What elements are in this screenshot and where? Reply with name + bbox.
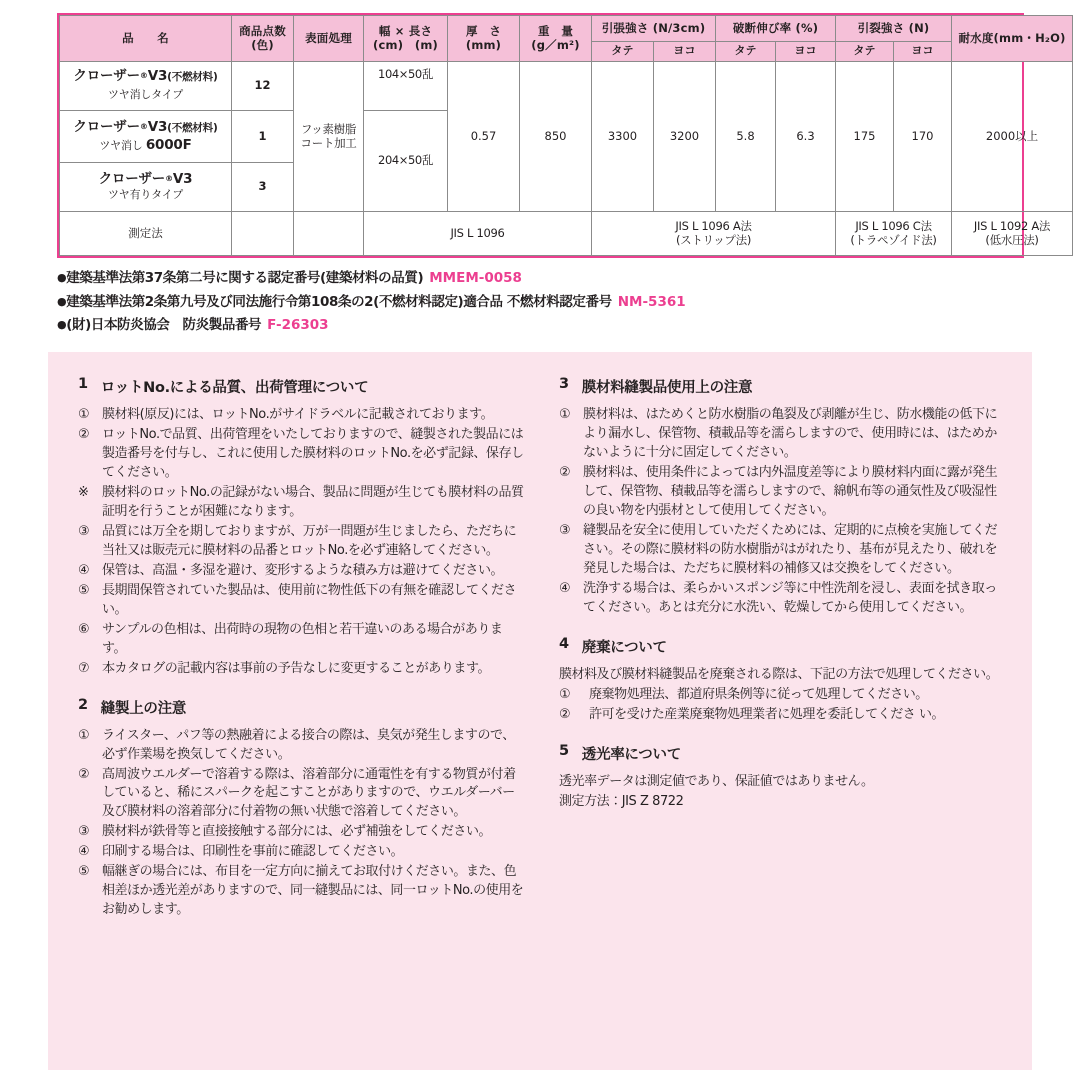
list-item — [78, 426, 525, 483]
certification-item-1 — [57, 272, 1037, 286]
elongation-yoko-cell: 6.3 — [776, 62, 836, 212]
item-marker: ⑤ — [78, 582, 90, 598]
certification-code-2: NM-5361 — [617, 293, 686, 310]
size-line1: 幅 × 長さ — [378, 24, 433, 39]
col-header-item-count — [232, 16, 294, 62]
product-paren-1: (不燃材料) — [167, 71, 218, 84]
thickness-line1: 厚 さ — [465, 24, 502, 39]
surface-line1: フッ素樹脂 — [300, 122, 357, 137]
product-model-2: V3 — [147, 118, 168, 135]
surface-treatment-cell — [294, 62, 364, 212]
item-marker: ② — [78, 426, 90, 442]
certification-item-3 — [57, 319, 1037, 333]
measurement-jis-water-cell — [952, 212, 1073, 256]
tear-tate-cell: 175 — [836, 62, 894, 212]
notes-section-heading-1 — [78, 376, 525, 397]
weight-cell: 850 — [520, 62, 592, 212]
weight-line2: (g／m²) — [531, 37, 580, 52]
certification-text-2: 建築基準法第2条第九号及び同法施行令第108条の2(不燃材料認定)適合品 不燃材料認定番号 — [66, 293, 612, 310]
item-text: 縫製品を安全に使用していただくためには、定期的に点検を実施してください。その際に膜材料の防水樹脂がはがれたり、基布が見えたり、破れを発見した場合は、ただちに膜材料の補修又は交換をしてください。 — [583, 522, 998, 576]
item-text: 膜材料は、はためくと防水樹脂の亀裂及び剥離が生じ、防水機能の低下により漏水し、保管物、積載品等を濡らしますので、使用時には、はためかないように十分に固定してください。 — [583, 407, 998, 460]
section-title-2: 縫製上の注意 — [100, 700, 186, 717]
item-text: 品質には万全を期しておりますが、万が一問題が生じましたら、ただちに当社又は販売元に膜材料の品番とロットNo.を必ず連絡してください。 — [102, 523, 517, 558]
item-marker: ② — [559, 464, 571, 480]
item-marker: ① — [559, 407, 571, 422]
item-text: 本カタログの記載内容は事前の予告なしに変更することがあります。 — [102, 660, 491, 676]
item-text: 許可を受けた産業廃棄物処理業者に処理を委託してくださ い。 — [589, 706, 945, 722]
elongation-tate-cell: 5.8 — [716, 62, 776, 212]
tensile-yoko-cell: 3200 — [654, 62, 716, 212]
jis-trapezoid-line1: JIS L 1096 C法 — [855, 219, 932, 234]
list-item — [78, 523, 525, 561]
registered-mark-icon: ® — [139, 71, 148, 81]
item-count-cell-3: 3 — [232, 163, 294, 212]
col-header-waterproof: 耐水度(mm・H₂O) — [952, 16, 1073, 62]
spec-table-body — [60, 62, 1073, 256]
item-marker: ④ — [78, 844, 90, 860]
list-item — [559, 580, 1006, 618]
measurement-jis-trapezoid-cell — [836, 212, 952, 256]
thickness-cell: 0.57 — [448, 62, 520, 212]
section-title-4: 廃棄について — [581, 639, 667, 656]
item-text: 膜材料が鉄骨等と直接接触する部分には、必ず補強をしてください。 — [102, 824, 492, 840]
list-item — [78, 582, 525, 620]
section-4-lead-text: 膜材料及び膜材料縫製品を廃棄される際は、下記の方法で処理してください。 — [559, 666, 999, 682]
jis-water-line1: JIS L 1092 A法 — [973, 219, 1051, 234]
list-item — [78, 766, 525, 823]
notes-section-heading-4 — [559, 636, 1006, 657]
col-header-tear-strength: 引裂強さ (N) — [836, 16, 952, 42]
notes-section-heading-2 — [78, 697, 525, 718]
tensile-tate-cell: 3300 — [592, 62, 654, 212]
registered-mark-icon: ® — [139, 121, 148, 131]
product-variant-1 — [61, 87, 230, 103]
item-text: 印刷する場合は、印刷性を事前に確認してください。 — [102, 844, 404, 860]
item-marker: ① — [78, 407, 90, 422]
list-item — [559, 686, 1006, 705]
bullet-icon: ● — [57, 271, 67, 284]
col-header-elongation-yoko: ヨコ — [776, 42, 836, 62]
section-title-1: ロットNo.による品質、出荷管理について — [100, 380, 369, 396]
product-name-cell-3 — [60, 163, 232, 212]
item-text: ロットNo.で品質、出荷管理をいたしておりますので、縫製された製品には製造番号を付与し、これに使用した膜材料のロットNo.を必ず記録、保存してください。 — [102, 426, 524, 480]
jis-strip-line1: JIS L 1096 A法 — [675, 219, 752, 234]
section-number-3: 3 — [559, 376, 569, 392]
section-5-line-1: 透光率データは測定値であり、保証値ではありません。 — [559, 773, 874, 789]
section-5-line-2: 測定方法：JIS Z 8722 — [559, 793, 684, 809]
item-text: 廃棄物処理法、都道府県条例等に従って処理してください。 — [589, 686, 928, 702]
item-text: 膜材料(原反)には、ロットNo.がサイドラベルに記載されております。 — [102, 407, 494, 422]
item-marker: ⑤ — [78, 864, 90, 880]
table-row — [60, 62, 1073, 111]
product-variant-text-1: ツヤ消しタイプ — [107, 88, 184, 101]
col-header-product-name: 品 名 — [60, 16, 232, 62]
item-text: 膜材料は、使用条件によっては内外温度差等により膜材料内面に露が発生して、保管物、積載品等を濡らしますので、綿帆布等の通気性及び吸湿性の良い物を内張材として使用してください。 — [583, 464, 998, 518]
item-marker: ③ — [78, 824, 90, 840]
product-name-cell-1 — [60, 62, 232, 111]
thickness-line2: (mm) — [465, 37, 502, 52]
list-item — [559, 522, 1006, 579]
notes-right-column — [559, 376, 1006, 1070]
item-count-line2: (色) — [251, 37, 274, 52]
measurement-jis-basic-cell: JIS L 1096 — [364, 212, 592, 256]
weight-line1: 重 量 — [537, 24, 574, 39]
list-item — [559, 406, 1006, 463]
product-name-cell-2 — [60, 111, 232, 163]
item-marker: ③ — [559, 522, 571, 538]
product-variant-3: ツヤ有りタイプ — [107, 188, 184, 202]
list-item — [78, 863, 525, 920]
measurement-empty-1 — [232, 212, 294, 256]
list-item — [78, 562, 525, 581]
certification-text-3: (財)日本防炎協会 防炎製品番号 — [66, 317, 262, 333]
item-text: ライスター、パフ等の熱融着による接合の際は、臭気が発生しますので、必ず作業場を換気してください。 — [102, 727, 515, 762]
bullet-icon: ● — [57, 294, 67, 308]
jis-strip-line2: (ストリップ法) — [675, 232, 752, 247]
list-item — [78, 823, 525, 842]
spec-table-frame — [57, 13, 1066, 258]
item-marker: ② — [78, 766, 90, 782]
product-title-3 — [61, 172, 230, 188]
col-header-weight — [520, 16, 592, 62]
col-header-surface-treatment: 表面処理 — [294, 16, 364, 62]
item-text: 洗浄する場合は、柔らかいスポンジ等に中性洗剤を浸し、表面を拭き取ってください。あとは充分に水洗い、乾燥してから使用してください。 — [583, 580, 997, 615]
col-header-elongation: 破断伸び率 (%) — [716, 16, 836, 42]
item-text: 膜材料のロットNo.の記録がない場合、製品に問題が生じても膜材料の品質証明を行うことが困難になります。 — [102, 484, 524, 519]
section-number-2: 2 — [78, 696, 88, 713]
certifications-list — [57, 272, 1037, 343]
certification-code-3: F-26303 — [267, 317, 329, 333]
size-cell-2: 204×50乱 — [364, 111, 448, 212]
notes-left-column — [78, 376, 525, 1070]
product-title-2 — [61, 120, 230, 136]
col-header-tensile-yoko: ヨコ — [654, 42, 716, 62]
product-brand-2: クローザー — [73, 118, 140, 135]
product-model-1: V3 — [147, 68, 168, 85]
product-brand-3: クローザー — [98, 170, 166, 187]
size-cell-1: 104×50乱 — [364, 62, 448, 111]
tear-yoko-cell: 170 — [894, 62, 952, 212]
list-item — [78, 843, 525, 862]
item-count-line1: 商品点数 — [239, 24, 286, 39]
notes-section-heading-5 — [559, 743, 1006, 764]
item-text: サンプルの色相は、出荷時の現物の色相と若干違いのある場合があります。 — [102, 621, 503, 656]
size-line2: (cm) (m) — [373, 37, 438, 52]
item-text: 保管は、高温・多湿を避け、変形するような積み方は避けてください。 — [102, 562, 504, 578]
notes-section-heading-3 — [559, 376, 1006, 397]
list-item — [78, 621, 525, 659]
item-marker: ④ — [559, 580, 571, 596]
col-header-tear-tate: タテ — [836, 42, 894, 62]
bullet-icon: ● — [57, 318, 67, 331]
spec-table-container — [57, 13, 1066, 258]
item-marker: ① — [559, 686, 571, 702]
section-number-4: 4 — [559, 635, 569, 652]
table-row-measurement — [60, 212, 1073, 256]
product-model-3: V3 — [172, 170, 193, 187]
item-marker: ③ — [78, 523, 90, 539]
list-item — [78, 660, 525, 679]
item-marker: ② — [559, 706, 571, 722]
list-item — [78, 406, 525, 425]
item-marker: ※ — [78, 484, 89, 500]
col-header-tensile-strength: 引張強さ (N/3cm) — [592, 16, 716, 42]
item-marker: ④ — [78, 562, 90, 578]
col-header-thickness — [448, 16, 520, 62]
item-count-cell-2: 1 — [232, 111, 294, 163]
item-marker: ⑦ — [78, 660, 90, 676]
certification-item-2 — [57, 293, 1037, 310]
jis-trapezoid-line2: (トラペゾイド法) — [850, 232, 937, 247]
certification-code-1: MMEM-0058 — [429, 270, 522, 286]
col-header-elongation-tate: タテ — [716, 42, 776, 62]
waterproof-cell: 2000以上 — [952, 62, 1073, 212]
surface-line2: コート加工 — [300, 135, 357, 150]
measurement-label-cell: 測定法 — [60, 212, 232, 256]
col-header-tear-yoko: ヨコ — [894, 42, 952, 62]
col-header-tensile-tate: タテ — [592, 42, 654, 62]
spec-table-head — [60, 16, 1073, 62]
item-marker: ① — [78, 727, 90, 743]
section-title-3: 膜材料縫製品使用上の注意 — [581, 380, 753, 396]
product-paren-2: (不燃材料) — [167, 121, 218, 134]
col-header-size — [364, 16, 448, 62]
list-item — [78, 484, 525, 522]
list-item — [559, 464, 1006, 521]
item-marker: ⑥ — [78, 621, 90, 637]
section-title-5: 透光率について — [581, 746, 681, 763]
item-count-cell-1: 12 — [232, 62, 294, 111]
product-brand-1: クローザー — [73, 68, 140, 85]
item-text: 高周波ウエルダーで溶着する際は、溶着部分に通電性を有する物質が付着していると、稀にスパークを起こすことがありますので、ウエルダーバー及び膜材料の溶着部分に付着物の無い状態で溶着してください。 — [102, 766, 516, 820]
registered-mark-icon: ® — [165, 173, 173, 183]
item-text: 長期間保管されていた製品は、使用前に物性低下の有無を確認してください。 — [102, 582, 517, 617]
product-variant-big-2: 6000F — [145, 136, 192, 153]
section-number-5: 5 — [559, 742, 569, 759]
product-variant-text-2: ツヤ消し — [99, 138, 146, 152]
list-item — [559, 706, 1006, 725]
jis-water-line2: (低水圧法) — [985, 232, 1039, 247]
section-number-1: 1 — [78, 376, 88, 392]
list-item — [78, 727, 525, 765]
product-title-1 — [61, 69, 230, 85]
spec-table — [59, 15, 1073, 256]
measurement-jis-strip-cell — [592, 212, 836, 256]
item-text: 幅継ぎの場合には、布目を一定方向に揃えてお取付けください。また、色相差ほか透光差がありますので、同一縫製品には、同一ロットNo.の使用をお勧めします。 — [102, 864, 524, 918]
certification-text-1: 建築基準法第37条第二号に関する認定番号(建築材料の品質) — [66, 270, 424, 286]
notes-panel — [48, 352, 1032, 1070]
measurement-empty-2 — [294, 212, 364, 256]
product-variant-2 — [61, 138, 230, 154]
